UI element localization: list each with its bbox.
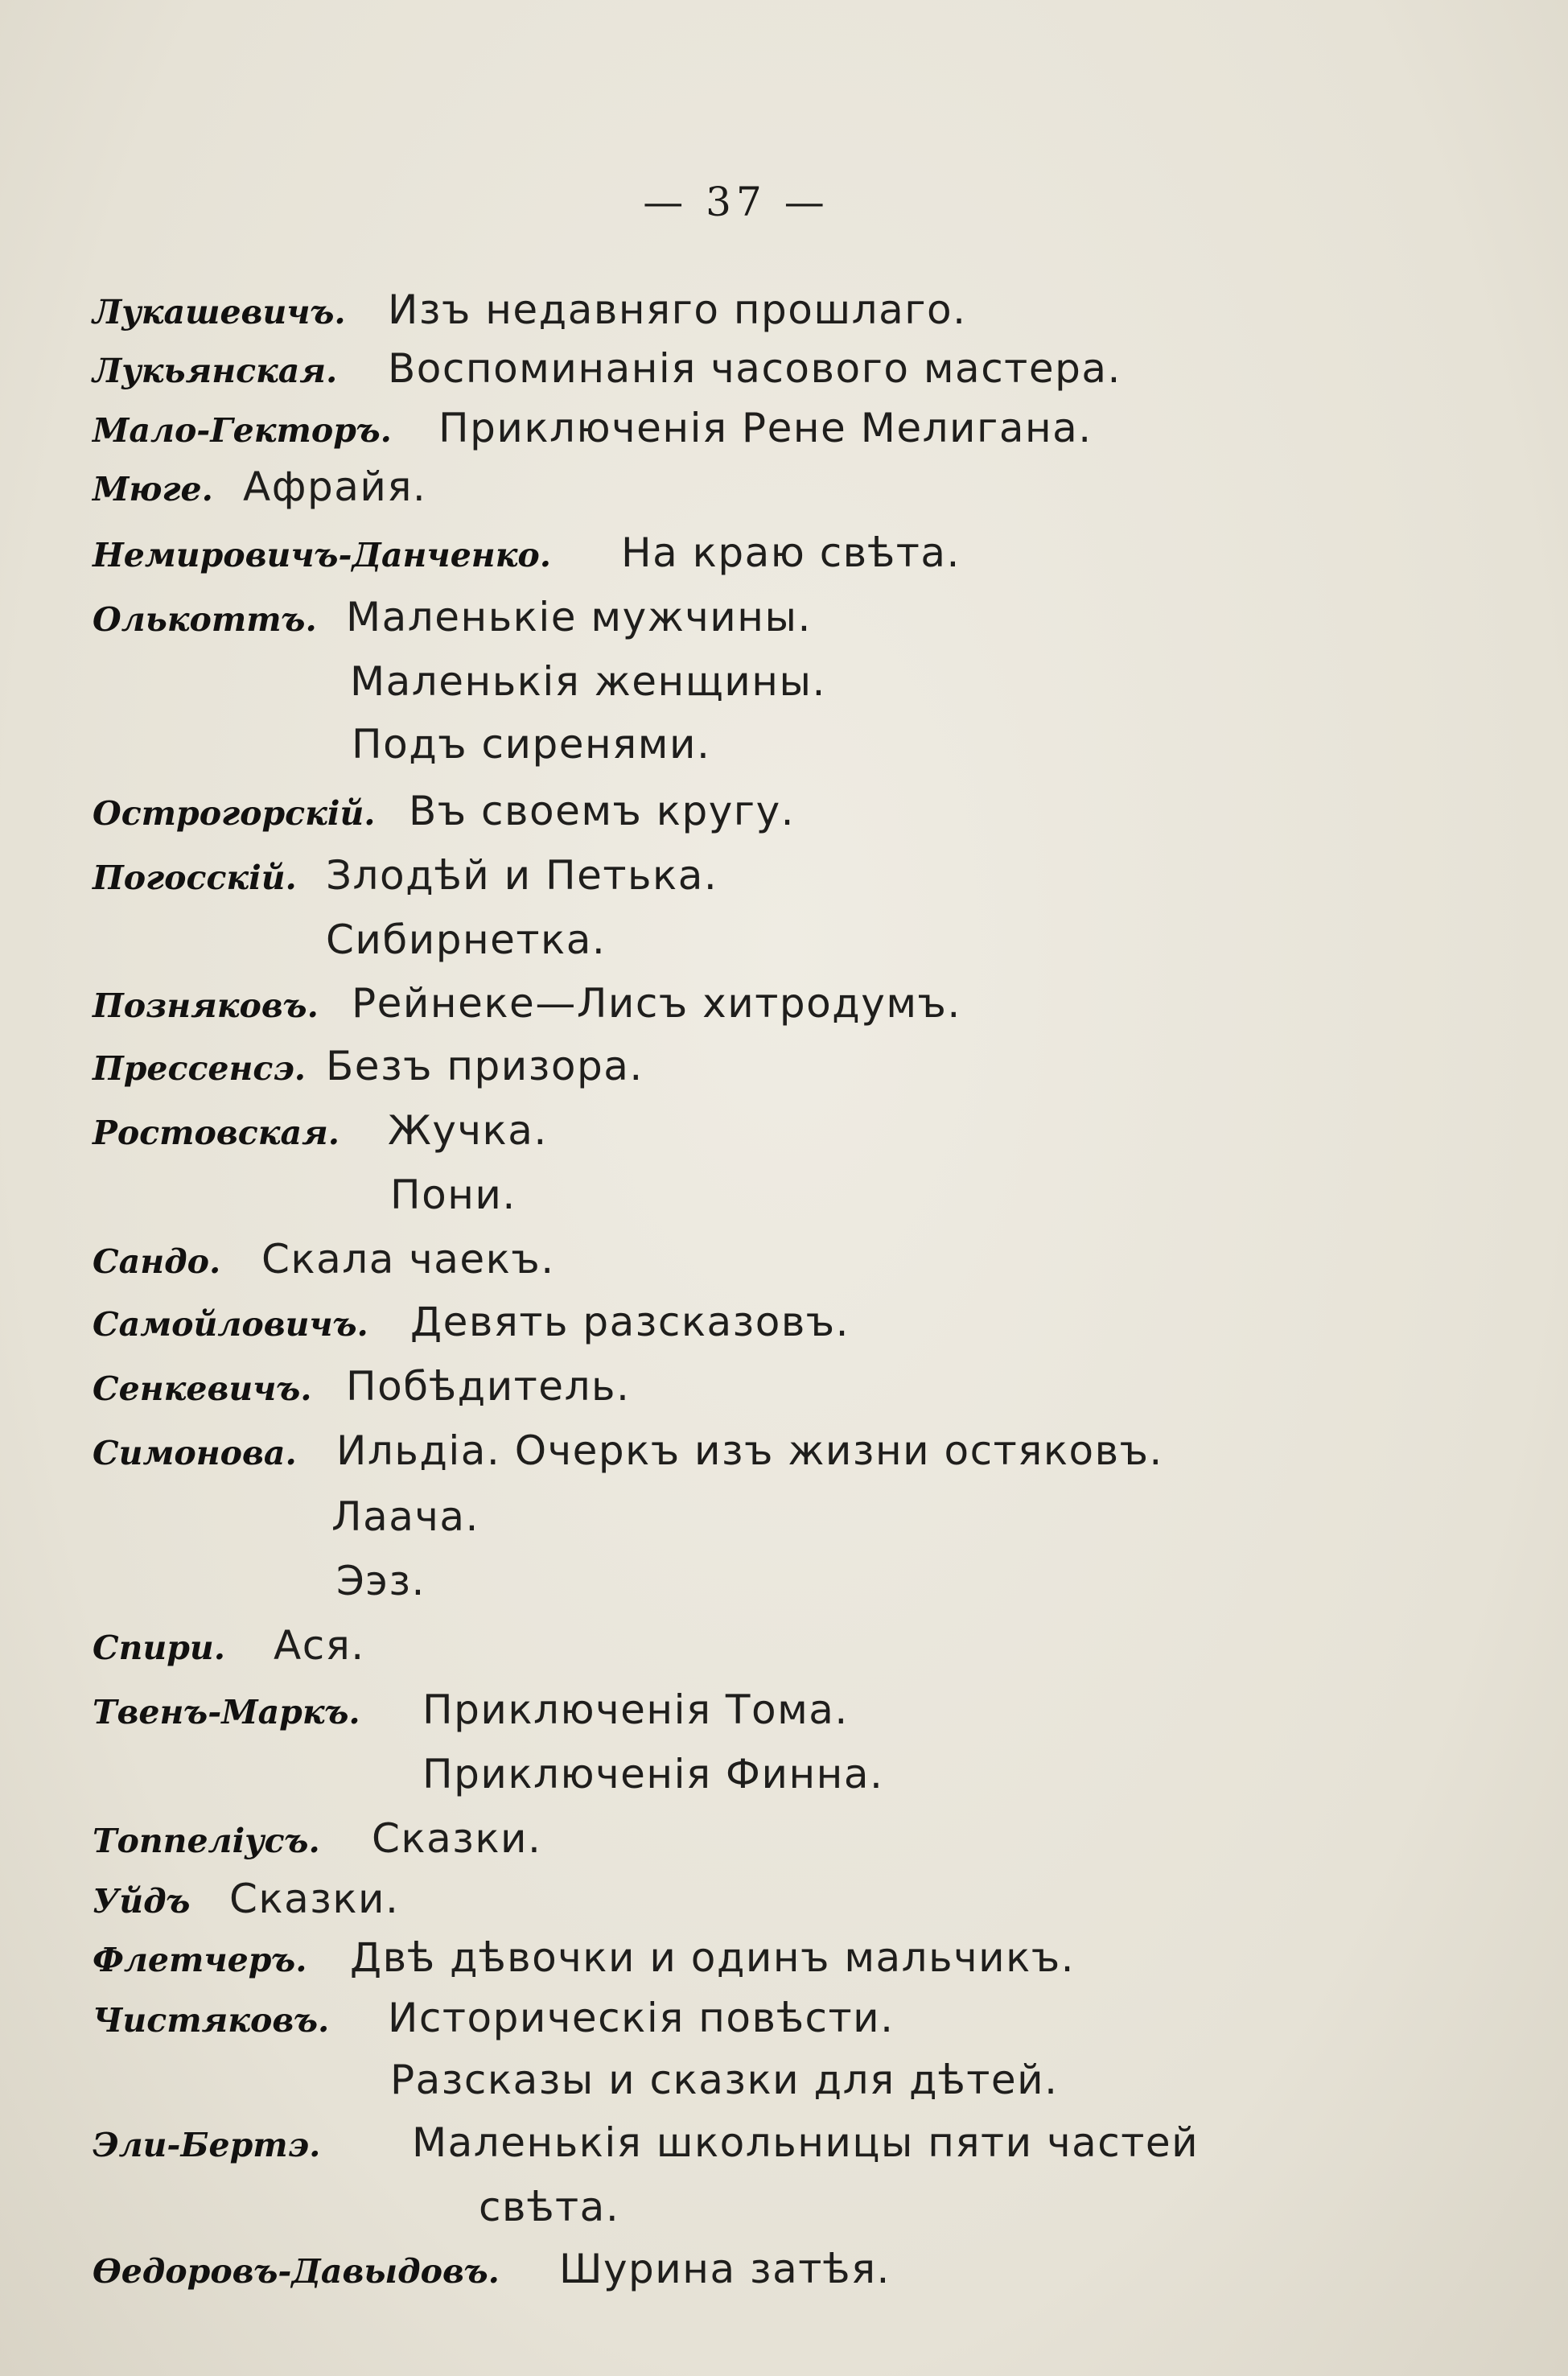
entry-title: Ильдіа. Очеркъ изъ жизни остяковъ. — [336, 1427, 1163, 1474]
entry-title: Побѣдитель. — [346, 1363, 631, 1410]
catalog-entry — [0, 1810, 1568, 1867]
catalog-entry — [0, 1746, 1568, 1802]
catalog-entry — [0, 1489, 1568, 1545]
entry-title: Историческія повѣсти. — [388, 1995, 895, 2041]
entry-author: Немировичъ-Данченко. — [93, 536, 552, 574]
entry-title: Пони. — [390, 1172, 516, 1218]
entry-title: На краю свѣта. — [621, 529, 961, 576]
entry-title: Маленькія женщины. — [350, 658, 826, 705]
entry-author: Погосскій. — [93, 859, 297, 897]
catalog-entry — [0, 1423, 1568, 1479]
entry-title: Маленькіе мужчины. — [346, 594, 812, 640]
catalog-entry — [0, 2115, 1568, 2171]
entry-title: Девять разсказовъ. — [410, 1299, 850, 1345]
entry-author: Ростовская. — [93, 1114, 340, 1152]
entry-title: Подъ сиренями. — [352, 721, 711, 768]
entry-title: Маленькія школьницы пяти частей — [412, 2119, 1200, 2166]
entry-title: Разсказы и сказки для дѣтей. — [390, 2057, 1059, 2103]
page-number: — 37 — — [643, 179, 829, 225]
catalog-entry — [0, 1990, 1568, 2046]
entry-author: Сандо. — [93, 1242, 221, 1281]
entry-title: Сказки. — [229, 1876, 400, 1922]
entry-author: Өедоровъ-Давыдовъ. — [93, 2252, 500, 2291]
catalog-entry — [0, 1038, 1568, 1094]
entry-title: Ээз. — [336, 1558, 426, 1604]
catalog-entry — [0, 2052, 1568, 2108]
catalog-entry — [0, 340, 1568, 397]
entry-author: Топпеліусъ. — [93, 1822, 320, 1860]
catalog-entry — [0, 975, 1568, 1032]
entry-author: Эли-Бертэ. — [93, 2126, 321, 2164]
entry-author: Мюге. — [93, 470, 213, 509]
entry-title: Воспоминанія часового мастера. — [388, 345, 1121, 392]
catalog-entry — [0, 2241, 1568, 2297]
catalog-entry — [0, 847, 1568, 904]
entry-title: Жучка. — [388, 1107, 548, 1154]
entry-title: Лаача. — [331, 1493, 479, 1540]
entry-author: Самойловичъ. — [93, 1305, 368, 1344]
entry-author: Прессенсэ. — [93, 1049, 307, 1088]
catalog-entry — [0, 716, 1568, 772]
catalog-entry — [0, 1617, 1568, 1674]
catalog-entry — [0, 525, 1568, 581]
entry-author: Спири. — [93, 1629, 226, 1667]
catalog-entry — [0, 1929, 1568, 1986]
catalog-entry — [0, 1358, 1568, 1414]
entry-title: Приключенія Тома. — [422, 1686, 849, 1733]
entry-author: Симонова. — [93, 1434, 297, 1472]
entry-author: Чистяковъ. — [93, 2001, 330, 2040]
entry-author: Позняковъ. — [93, 986, 319, 1025]
catalog-entry — [0, 653, 1568, 710]
entry-title: Сибирнетка. — [326, 916, 607, 963]
catalog-entry — [0, 2179, 1568, 2235]
entry-author: Мало-Гекторъ. — [93, 411, 392, 450]
entry-title: Въ своемъ кругу. — [409, 788, 796, 834]
entry-author: Острогорскій. — [93, 794, 376, 833]
catalog-entry — [0, 459, 1568, 515]
entry-title: Скала чаекъ. — [261, 1236, 555, 1283]
catalog-entry — [0, 1553, 1568, 1609]
entry-author: Олькоттъ. — [93, 600, 317, 639]
entry-title: Безъ призора. — [326, 1043, 644, 1089]
entry-title: Злодѣй и Петька. — [326, 852, 718, 899]
catalog-entry — [0, 1231, 1568, 1287]
entry-author: Сенкевичъ. — [93, 1369, 312, 1408]
catalog-entry — [0, 1102, 1568, 1159]
entry-title: Изъ недавняго прошлаго. — [388, 286, 967, 333]
catalog-entry — [0, 589, 1568, 645]
catalog-entry — [0, 1871, 1568, 1927]
catalog-entry — [0, 783, 1568, 839]
catalog-entry — [0, 282, 1568, 338]
entry-title: Шурина затѣя. — [559, 2246, 891, 2292]
entry-title: свѣта. — [479, 2184, 620, 2230]
entry-author: Твенъ-Маркъ. — [93, 1693, 360, 1732]
catalog-entry — [0, 400, 1568, 456]
catalog-entry — [0, 1167, 1568, 1223]
entry-title: Ася. — [274, 1622, 365, 1669]
entry-title: Афрайя. — [243, 463, 427, 510]
entry-author: Лукьянская. — [93, 352, 338, 390]
entry-author: Уйдъ — [93, 1882, 191, 1921]
entry-title: Приключенія Финна. — [422, 1751, 884, 1797]
catalog-entry — [0, 1682, 1568, 1738]
entry-title: Сказки. — [372, 1815, 542, 1862]
entry-title: Рейнеке—Лисъ хитродумъ. — [352, 980, 961, 1027]
entry-title: Двѣ дѣвочки и одинъ мальчикъ. — [350, 1934, 1076, 1981]
entry-author: Флетчеръ. — [93, 1941, 307, 1979]
catalog-entry — [0, 1294, 1568, 1350]
catalog-entry — [0, 912, 1568, 968]
entry-author: Лукашевичъ. — [93, 293, 346, 331]
entry-title: Приключенія Рене Мелигана. — [438, 405, 1093, 451]
